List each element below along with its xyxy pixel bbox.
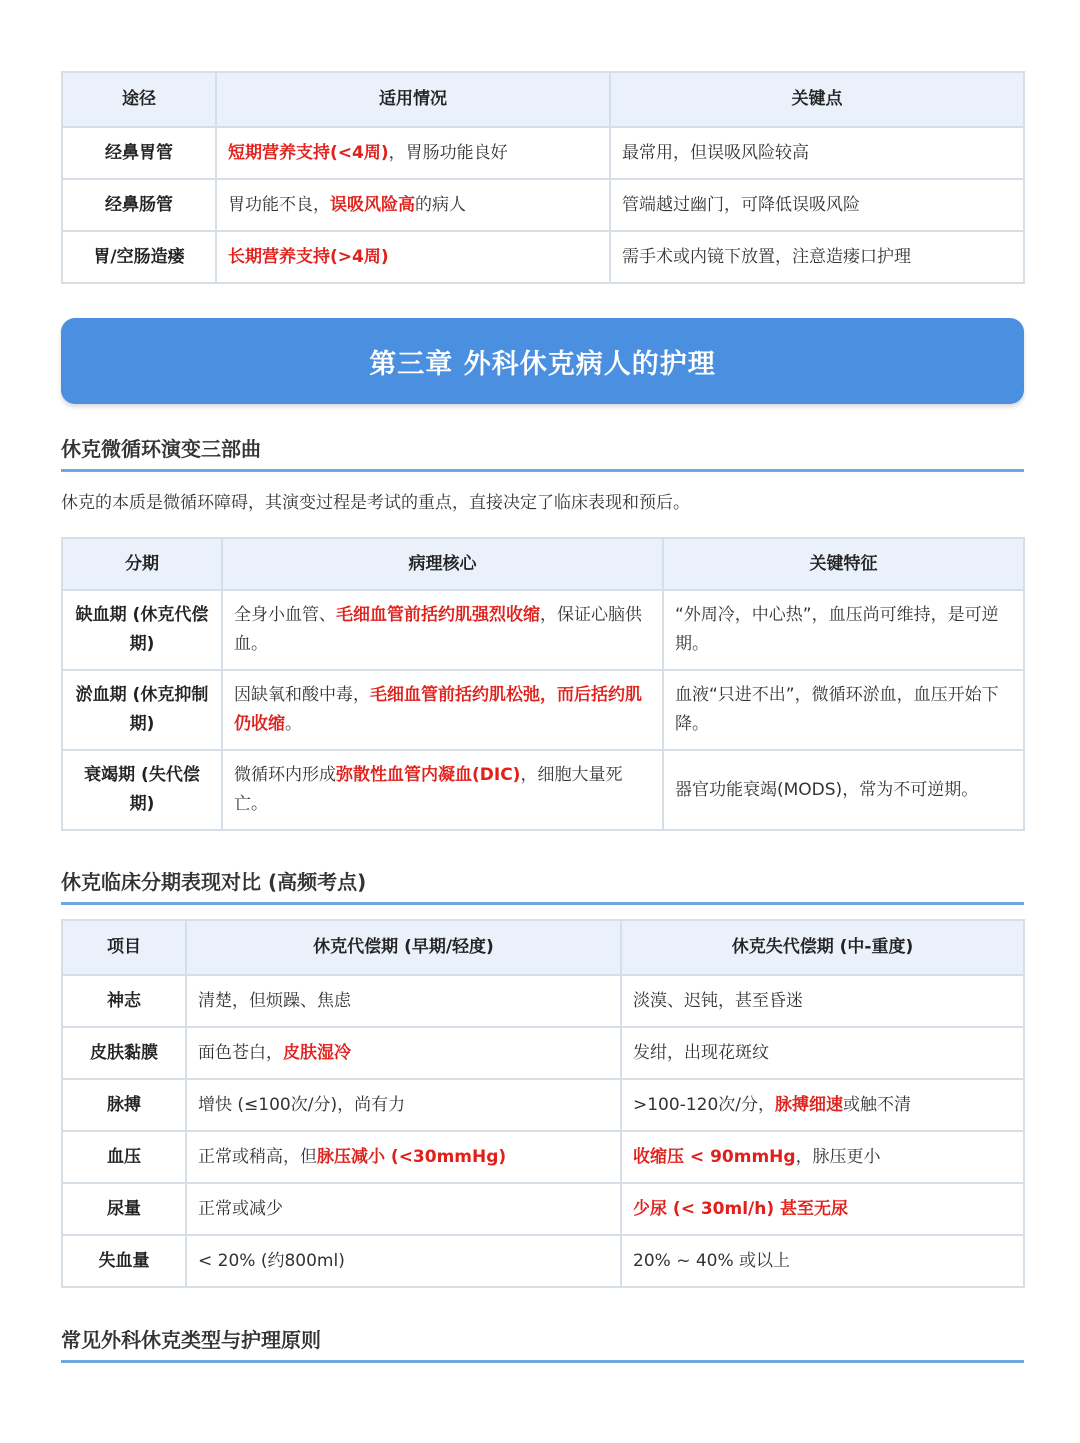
header-cell: 关键特征 bbox=[663, 538, 1024, 590]
highlight-text: 脉搏细速 bbox=[775, 1094, 844, 1115]
early-cell bbox=[186, 975, 621, 1027]
cell-text: 。 bbox=[285, 714, 302, 734]
early-cell bbox=[186, 1079, 621, 1131]
header-cell: 适用情况 bbox=[216, 72, 610, 127]
highlight-text: 毛细血管前括约肌强烈收缩 bbox=[336, 605, 540, 625]
header-cell: 病理核心 bbox=[222, 538, 663, 590]
table-header-row bbox=[62, 72, 1024, 127]
cell-text: 微循环内形成 bbox=[234, 765, 336, 785]
highlight-text: 毛细血管前括约肌松弛，而后括约肌仍收缩 bbox=[234, 685, 642, 734]
early-cell bbox=[186, 1183, 621, 1235]
table-row bbox=[62, 1183, 1024, 1235]
core-cell bbox=[222, 590, 663, 670]
table-row bbox=[62, 1235, 1024, 1287]
microcirculation-table bbox=[61, 537, 1025, 831]
core-cell bbox=[222, 750, 663, 830]
highlight-text: 弥散性血管内凝血(DIC) bbox=[336, 765, 521, 785]
core-cell bbox=[222, 670, 663, 750]
cell-text: ，细胞大量死亡。 bbox=[234, 765, 623, 814]
item-name: 尿量 bbox=[62, 1183, 186, 1235]
usage-cell bbox=[216, 127, 610, 179]
early-cell bbox=[186, 1235, 621, 1287]
section-heading bbox=[61, 869, 1024, 905]
stage-name: 淤血期 (休克抑制期) bbox=[62, 670, 222, 750]
highlight-text: 收缩压 < 90mmHg bbox=[633, 1146, 796, 1167]
header-cell: 途径 bbox=[62, 72, 216, 127]
cell-text: 增快 (≤100次/分)，尚有力 bbox=[198, 1094, 406, 1115]
key-cell: 管端越过幽门，可降低误吸风险 bbox=[610, 179, 1024, 231]
table-row bbox=[62, 1131, 1024, 1183]
highlight-text: 皮肤湿冷 bbox=[283, 1042, 351, 1063]
table-row bbox=[62, 179, 1024, 231]
feature-cell: “外周冷，中心热”，血压尚可维持，是可逆期。 bbox=[663, 590, 1024, 670]
table-row bbox=[62, 975, 1024, 1027]
cell-text: 淡漠、迟钝，甚至昏迷 bbox=[633, 990, 803, 1011]
header-cell: 休克代偿期 (早期/轻度) bbox=[186, 920, 621, 975]
usage-cell bbox=[216, 231, 610, 283]
table-row bbox=[62, 1079, 1024, 1131]
early-cell bbox=[186, 1131, 621, 1183]
table-row bbox=[62, 231, 1024, 283]
late-cell bbox=[621, 1079, 1024, 1131]
late-cell bbox=[621, 1131, 1024, 1183]
route-name: 经鼻胃管 bbox=[62, 127, 216, 179]
highlight-text: 脉压减小 (<30mmHg) bbox=[317, 1146, 507, 1167]
item-name: 皮肤黏膜 bbox=[62, 1027, 186, 1079]
stage-name: 衰竭期 (失代偿期) bbox=[62, 750, 222, 830]
table-row bbox=[62, 670, 1024, 750]
cell-text: 的病人 bbox=[415, 194, 466, 215]
header-cell: 项目 bbox=[62, 920, 186, 975]
cell-text: ，脉压更小 bbox=[795, 1146, 881, 1167]
table-header-row bbox=[62, 538, 1024, 590]
item-name: 血压 bbox=[62, 1131, 186, 1183]
cell-text: >100-120次/分， bbox=[633, 1094, 776, 1115]
cell-text: 正常或稍高，但 bbox=[198, 1146, 317, 1167]
late-cell bbox=[621, 1183, 1024, 1235]
section-title: 休克临床分期表现对比 (高频考点) bbox=[61, 870, 367, 894]
cell-text: 因缺氧和酸中毒， bbox=[234, 685, 370, 705]
cell-text: ，胃肠功能良好 bbox=[388, 142, 508, 163]
header-cell: 关键点 bbox=[610, 72, 1024, 127]
cell-text: 20% ~ 40% 或以上 bbox=[633, 1250, 791, 1271]
chapter-banner bbox=[61, 318, 1024, 404]
highlight-text: 短期营养支持(<4周) bbox=[228, 142, 389, 163]
table-header-row bbox=[62, 920, 1024, 975]
highlight-text: 误吸风险高 bbox=[330, 194, 415, 215]
header-cell: 分期 bbox=[62, 538, 222, 590]
route-name: 经鼻肠管 bbox=[62, 179, 216, 231]
cell-text: ，保证心脑供血。 bbox=[234, 605, 642, 654]
key-cell: 最常用，但误吸风险较高 bbox=[610, 127, 1024, 179]
usage-cell bbox=[216, 179, 610, 231]
section-intro: 休克的本质是微循环障碍，其演变过程是考试的重点，直接决定了临床表现和预后。 bbox=[61, 493, 690, 513]
shock-stage-comparison-table bbox=[61, 919, 1025, 1288]
section-heading bbox=[61, 436, 1024, 472]
early-cell bbox=[186, 1027, 621, 1079]
late-cell bbox=[621, 1235, 1024, 1287]
table-row bbox=[62, 590, 1024, 670]
cell-text: 面色苍白， bbox=[198, 1042, 283, 1063]
table-row bbox=[62, 750, 1024, 830]
route-name: 胃/空肠造瘘 bbox=[62, 231, 216, 283]
key-cell: 需手术或内镜下放置，注意造瘘口护理 bbox=[610, 231, 1024, 283]
feature-cell: 血液“只进不出”，微循环淤血，血压开始下降。 bbox=[663, 670, 1024, 750]
stage-name: 缺血期 (休克代偿期) bbox=[62, 590, 222, 670]
item-name: 失血量 bbox=[62, 1235, 186, 1287]
highlight-text: 长期营养支持(>4周) bbox=[228, 246, 389, 267]
highlight-text: 少尿 (< 30ml/h) 甚至无尿 bbox=[633, 1198, 849, 1219]
late-cell bbox=[621, 1027, 1024, 1079]
cell-text: 全身小血管、 bbox=[234, 605, 336, 625]
section-title: 常见外科休克类型与护理原则 bbox=[61, 1328, 321, 1352]
section-heading bbox=[61, 1327, 1024, 1363]
table-row bbox=[62, 1027, 1024, 1079]
feeding-route-table bbox=[61, 71, 1025, 284]
table-row bbox=[62, 127, 1024, 179]
item-name: 脉搏 bbox=[62, 1079, 186, 1131]
cell-text: < 20% (约800ml) bbox=[198, 1250, 345, 1271]
cell-text: 正常或减少 bbox=[198, 1198, 283, 1219]
cell-text: 清楚，但烦躁、焦虑 bbox=[198, 990, 351, 1011]
header-cell: 休克失代偿期 (中-重度) bbox=[621, 920, 1024, 975]
cell-text: 发绀，出现花斑纹 bbox=[633, 1042, 769, 1063]
feature-cell: 器官功能衰竭(MODS)，常为不可逆期。 bbox=[663, 750, 1024, 830]
section-title: 休克微循环演变三部曲 bbox=[61, 437, 261, 461]
late-cell bbox=[621, 975, 1024, 1027]
item-name: 神志 bbox=[62, 975, 186, 1027]
chapter-title: 第三章 外科休克病人的护理 bbox=[369, 348, 716, 380]
cell-text: 胃功能不良， bbox=[228, 194, 330, 215]
cell-text: 或触不清 bbox=[843, 1094, 912, 1115]
